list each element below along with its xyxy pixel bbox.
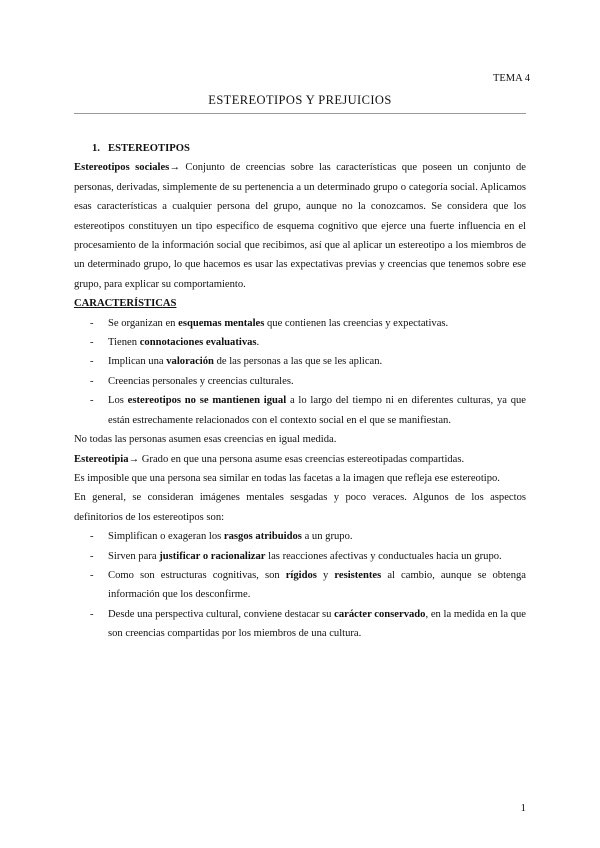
estereotipia-arrow: →: [128, 453, 140, 465]
note-paragraph: No todas las personas asumen esas creencias en igual medida.: [74, 434, 337, 446]
dash-bullet: -: [90, 608, 94, 620]
title-divider: [74, 113, 526, 114]
list-item: [74, 333, 526, 352]
item-text: a un grupo.: [301, 531, 353, 543]
item-text: las reacciones afectivas y conductuales hacia un grupo.: [265, 550, 502, 562]
dash-bullet: -: [90, 356, 94, 368]
intro-paragraph: [74, 158, 526, 294]
item-bold: estereotipos no se mantienen igual: [127, 395, 287, 407]
section-heading: [74, 139, 526, 158]
item-bold: valoración: [166, 356, 214, 368]
intro-text: Conjunto de creencias sobre las características que poseen un conjunto de personas, derivadas, simplemente de su pertenencia a un determinado grupo o categoría social. Aplicamos esas características a cualquier persona del grupo, aunque no la conozcamos. Se considera que los estereotipos constituyen un tipo específico de esquema cognitivo que ejerce una fuerte influencia en el procesamiento de la información social que recibimos, así que al aplicar un estereotipo a los miembros de un determinado grupo, lo que hacemos es usar las expectativas previas y creencias que tenemos sobre ese grupo, para explicar su comportamiento.: [74, 162, 526, 290]
item-text: , en la medida en la que son creencias compartidas por los miembros de una cultura.: [108, 608, 526, 640]
item-bold: carácter conservado: [334, 608, 426, 620]
paragraph-aspectos: En general, se consideran imágenes mentales sesgadas y poco veraces. Algunos de los aspectos definitorios de los estereotipos son:: [74, 492, 526, 523]
list-item: [74, 314, 526, 333]
list-item: [74, 547, 526, 566]
item-text: Desde una perspectiva cultural, conviene destacar su: [108, 608, 335, 620]
item-text: Los: [108, 395, 128, 407]
caracteristicas-list: [74, 314, 526, 430]
item-text: Simplifican o exageran los: [108, 531, 224, 543]
intro-arrow: →: [169, 162, 180, 174]
list-item: [74, 352, 526, 371]
item-text: a lo largo del tiempo ni en diferentes culturas, ya que están estrechamente relacionados con el contexto social en el que se manifiestan.: [108, 395, 527, 426]
item-bold: rígidos: [285, 569, 317, 581]
dash-bullet: -: [90, 531, 94, 543]
section-title: ESTEREOTIPOS: [108, 143, 190, 154]
list-item: [74, 372, 526, 391]
dash-bullet: -: [90, 375, 94, 387]
item-text: Implican una: [108, 356, 167, 368]
tema-label: TEMA 4: [492, 73, 530, 84]
estereotipia-term: Estereotipia: [74, 453, 129, 465]
document-body: [74, 139, 526, 644]
aspectos-list: [74, 527, 526, 643]
item-bold: connotaciones evaluativas: [139, 337, 257, 349]
dash-bullet: -: [90, 569, 94, 581]
item-bold: esquemas mentales: [178, 317, 265, 329]
paragraph-imposible: Es imposible que una persona sea similar en todas las facetas a la imagen que refleja ese estereotipo.: [74, 472, 500, 484]
list-item: [74, 527, 526, 546]
dash-bullet: -: [90, 337, 94, 349]
estereotipia-paragraph: [74, 450, 526, 469]
item-text: Tienen: [108, 337, 140, 349]
item-bold: rasgos atribuidos: [223, 531, 302, 543]
item-text: .: [256, 337, 260, 349]
item-text: Se organizan en: [108, 317, 179, 329]
caracteristicas-heading: CARACTERÍSTICAS: [74, 298, 177, 310]
dash-bullet: -: [90, 317, 94, 329]
list-item: [74, 605, 526, 644]
dash-bullet: -: [90, 395, 94, 407]
page-number: 1: [520, 802, 526, 814]
dash-bullet: -: [90, 550, 94, 562]
item-text: y: [316, 569, 335, 581]
page-title: ESTEREOTIPOS Y PREJUICIOS: [208, 93, 392, 107]
item-bold: justificar o racionalizar: [159, 550, 266, 562]
item-text: Como son estructuras cognitivas, son: [108, 569, 286, 581]
item-text: Sirven para: [108, 550, 160, 562]
item-text: al cambio, aunque se obtenga información que los desconfirme.: [108, 569, 527, 601]
intro-term: Estereotipos sociales: [74, 162, 170, 174]
item-bold: resistentes: [334, 569, 382, 581]
list-item: [74, 566, 526, 605]
section-number: 1.: [92, 143, 100, 154]
estereotipia-text: Grado en que una persona asume esas creencias estereotipadas compartidas.: [139, 453, 465, 465]
item-text: que contienen las creencias y expectativas.: [264, 317, 449, 329]
item-text: Creencias personales y creencias culturales.: [108, 375, 294, 387]
list-item: [74, 391, 526, 430]
item-text: de las personas a las que se les aplican.: [213, 356, 383, 368]
